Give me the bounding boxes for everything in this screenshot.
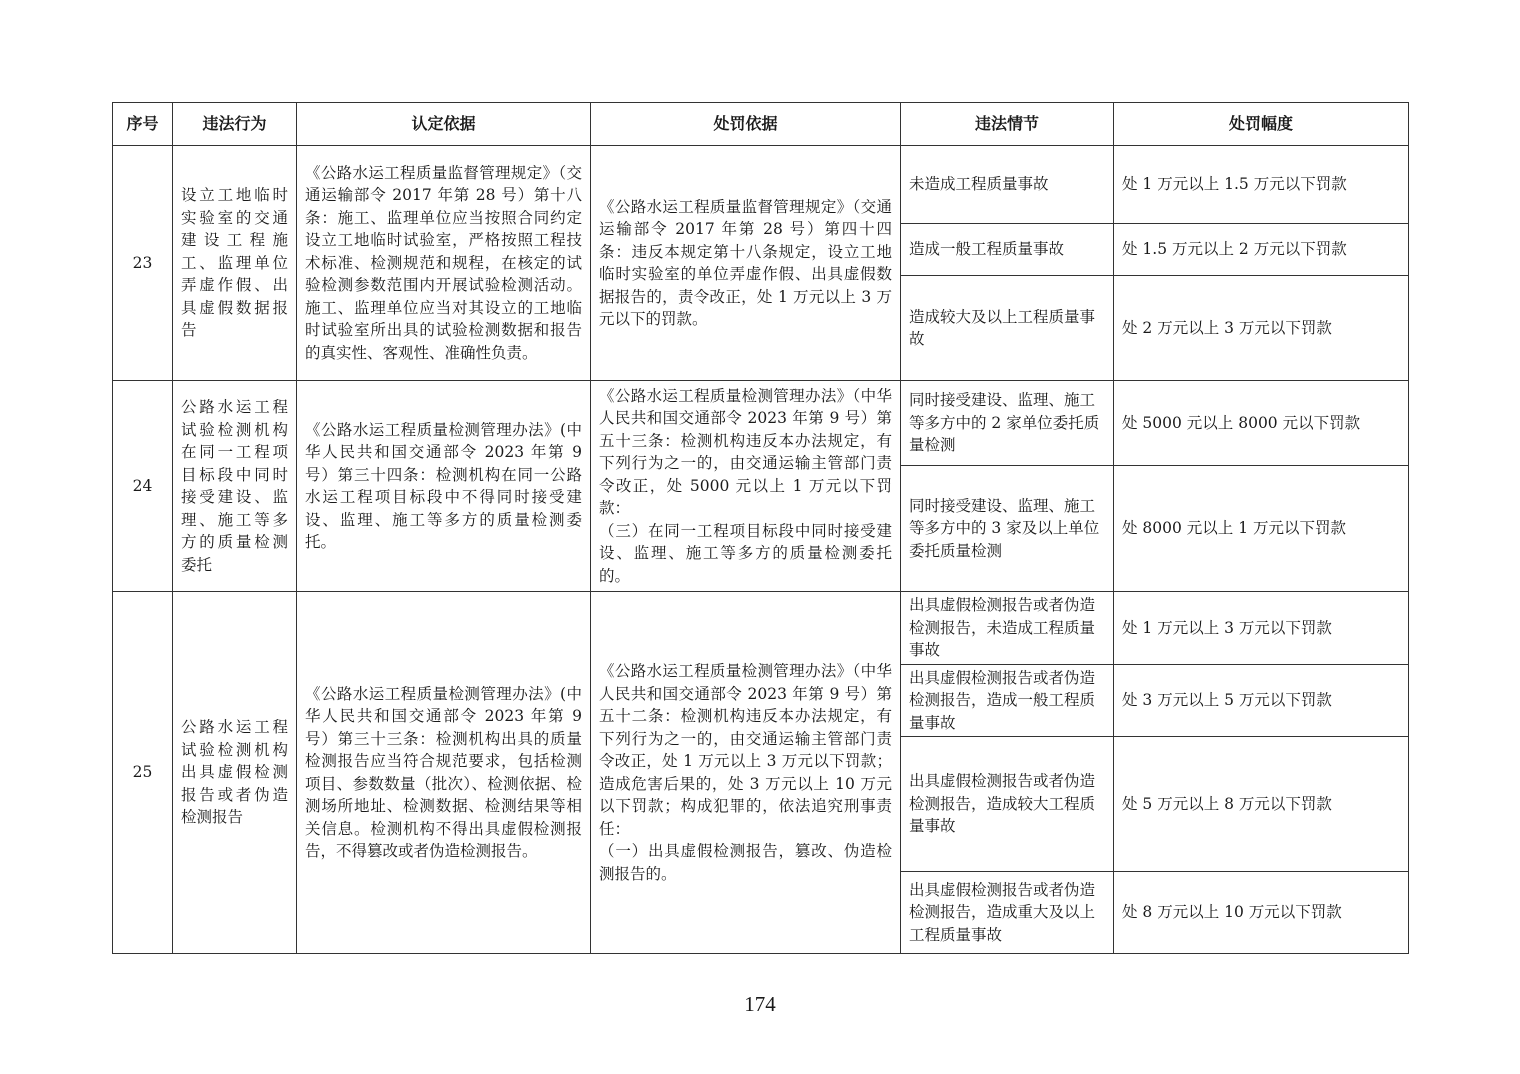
basis-cell: 《公路水运工程质量检测管理办法》(中华人民共和国交通部令 2023 年第 9 号）第三十四条：检测机构在同一公路水运工程项目标段中不得同时接受建设、监理、施工等多方的质量检测委托。 (297, 381, 591, 592)
row-number: 25 (113, 592, 173, 954)
row-number: 23 (113, 146, 173, 381)
circumstance-cell: 造成一般工程质量事故 (901, 224, 1114, 276)
table-header-row (113, 103, 1409, 146)
circumstance-cell: 造成较大及以上工程质量事故 (901, 276, 1114, 381)
header-circumstances: 违法情节 (901, 103, 1114, 146)
circumstance-cell: 未造成工程质量事故 (901, 146, 1114, 224)
violation-cell: 公路水运工程试验检测机构出具虚假检测报告或者伪造检测报告 (173, 592, 297, 954)
violation-cell: 设立工地临时实验室的交通建设工程施工、监理单位弄虚作假、出具虚假数据报告 (173, 146, 297, 381)
circumstance-cell: 出具虚假检测报告或者伪造检测报告，造成一般工程质量事故 (901, 664, 1114, 737)
basis-cell: 《公路水运工程质量检测管理办法》(中华人民共和国交通部令 2023 年第 9 号）第三十三条：检测机构出具的质量检测报告应当符合规范要求，包括检测项目、参数数量（批次）、检测依据、检测场所地址、检测数据、检测结果等相关信息。检测机构不得出具虚假检测报告，不得篡改或者伪造检测报告。 (297, 592, 591, 954)
table-row (113, 381, 1409, 466)
penalty-range-cell: 处 2 万元以上 3 万元以下罚款 (1114, 276, 1409, 381)
penalty-basis-cell: 《公路水运工程质量检测管理办法》（中华人民共和国交通部令 2023 年第 9 号）第五十三条：检测机构违反本办法规定，有下列行为之一的，由交通运输主管部门责令改正，处 5000 元以上 1 万元以下罚款： （三）在同一工程项目标段中同时接受建设、监理、施工等多方的质量检测委托的。 (591, 381, 901, 592)
basis-cell: 《公路水运工程质量监督管理规定》（交通运输部令 2017 年第 28 号）第十八条：施工、监理单位应当按照合同约定设立工地临时试验室，严格按照工程技术标准、检测规范和规程，在核定的试验检测参数范围内开展试验检测活动。施工、监理单位应当对其设立的工地临时试验室所出具的试验检测数据和报告的真实性、客观性、准确性负责。 (297, 146, 591, 381)
circumstance-cell: 同时接受建设、监理、施工等多方中的 3 家及以上单位委托质量检测 (901, 466, 1114, 592)
penalty-range-cell: 处 3 万元以上 5 万元以下罚款 (1114, 664, 1409, 737)
header-number: 序号 (113, 103, 173, 146)
header-violation: 违法行为 (173, 103, 297, 146)
penalty-basis-cell: 《公路水运工程质量监督管理规定》（交通运输部令 2017 年第 28 号）第四十四条：违反本规定第十八条规定，设立工地临时实验室的单位弄虚作假、出具虚假数据报告的，责令改正，处 1 万元以上 3 万元以下的罚款。 (591, 146, 901, 381)
circumstance-cell: 出具虚假检测报告或者伪造检测报告，造成较大工程质量事故 (901, 737, 1114, 872)
penalty-range-cell: 处 8 万元以上 10 万元以下罚款 (1114, 872, 1409, 954)
circumstance-cell: 出具虚假检测报告或者伪造检测报告，未造成工程质量事故 (901, 592, 1114, 665)
header-penalty-range: 处罚幅度 (1114, 103, 1409, 146)
row-number: 24 (113, 381, 173, 592)
table-row (113, 146, 1409, 224)
violation-cell: 公路水运工程试验检测机构在同一工程项目标段中同时接受建设、监理、施工等多方的质量检测委托 (173, 381, 297, 592)
penalty-range-cell: 处 5000 元以上 8000 元以下罚款 (1114, 381, 1409, 466)
penalty-range-cell: 处 8000 元以上 1 万元以下罚款 (1114, 466, 1409, 592)
penalty-table (112, 102, 1409, 954)
penalty-range-cell: 处 1 万元以上 3 万元以下罚款 (1114, 592, 1409, 665)
circumstance-cell: 出具虚假检测报告或者伪造检测报告，造成重大及以上工程质量事故 (901, 872, 1114, 954)
table-row (113, 592, 1409, 665)
penalty-basis-cell: 《公路水运工程质量检测管理办法》（中华人民共和国交通部令 2023 年第 9 号）第五十二条：检测机构违反本办法规定，有下列行为之一的，由交通运输主管部门责令改正，处 1 万元以上 3 万元以下罚款；造成危害后果的，处 3 万元以上 10 万元以下罚款；构成犯罪的，依法追究刑事责任： （一）出具虚假检测报告，篡改、伪造检测报告的。 (591, 592, 901, 954)
page-number: 174 (744, 992, 776, 1016)
penalty-range-cell: 处 1.5 万元以上 2 万元以下罚款 (1114, 224, 1409, 276)
header-penalty-basis: 处罚依据 (591, 103, 901, 146)
circumstance-cell: 同时接受建设、监理、施工等多方中的 2 家单位委托质量检测 (901, 381, 1114, 466)
penalty-range-cell: 处 5 万元以上 8 万元以下罚款 (1114, 737, 1409, 872)
header-basis: 认定依据 (297, 103, 591, 146)
penalty-range-cell: 处 1 万元以上 1.5 万元以下罚款 (1114, 146, 1409, 224)
